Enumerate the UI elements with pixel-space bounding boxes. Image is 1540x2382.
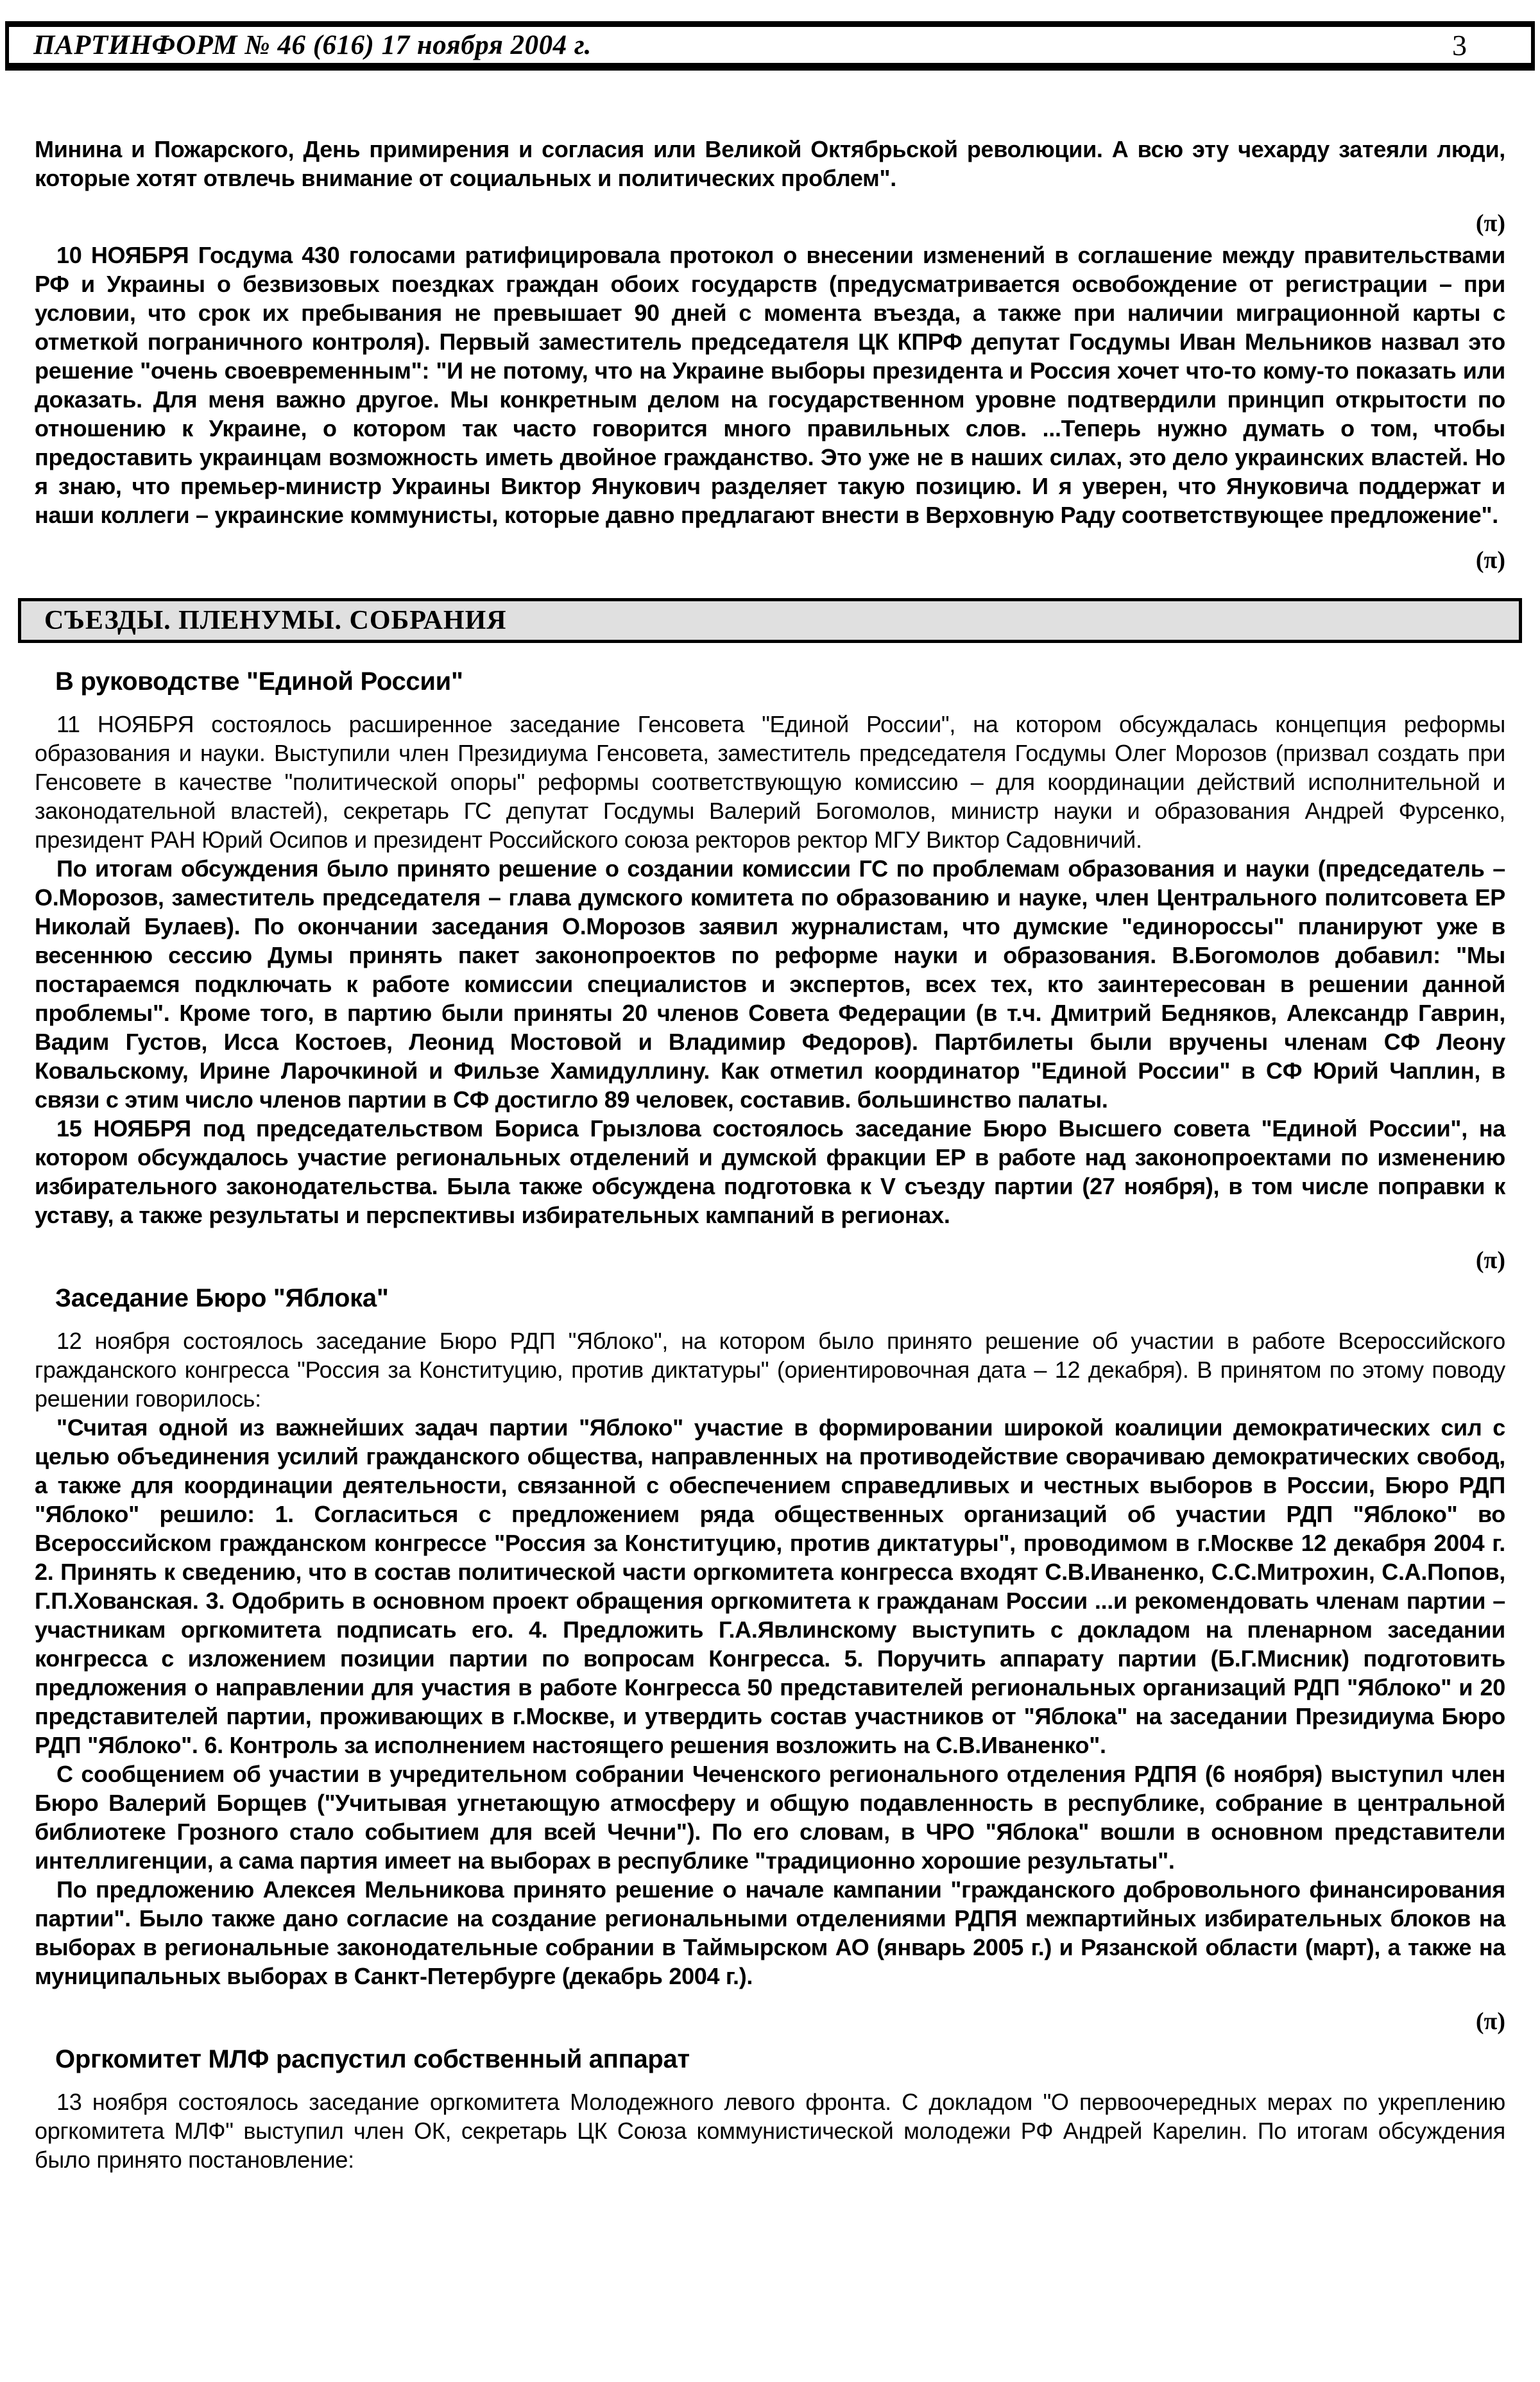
section-header-title: СЪЕЗДЫ. ПЛЕНУМЫ. СОБРАНИЯ [44, 606, 507, 635]
article-paragraph: 13 ноября состоялось заседание оргкомитета Молодежного левого фронта. С докладом "О первоочередных мерах по укреплению оргкомитета МЛФ" выступил член ОК, секретарь ЦК Союза коммунистической молодежи РФ Андрей Карелин. По итогам обсуждения было принято постановление: [35, 2089, 1505, 2173]
page-number: 3 [1452, 28, 1467, 62]
article-paragraph: 11 НОЯБРЯ состоялось расширенное заседание Генсовета "Единой России", на котором обсуждалась концепция реформы образования и науки. Выступили член Президиума Генсовета, заместитель председателя Госдумы Олег Морозов (призвал создать при Генсовете в качестве "политической опоры" реформы соответствующую комиссию – для координации действий исполнительной и законодательной властей), секретарь ГС депутат Госдумы Валерий Богомолов, министр науки и образования Андрей Фурсенко, президент РАН Юрий Осипов и президент Российского союза ректоров ректор МГУ Виктор Садовничий. [35, 711, 1505, 853]
pi-item-separator: (π) [1475, 1247, 1505, 1274]
pi-item-separator: (π) [1475, 547, 1505, 574]
article-paragraph-bold: 15 НОЯБРЯ под председательством Бориса Грызлова состоялось заседание Бюро Высшего совета "Единой России", на котором обсуждалось участие региональных отделений и думской фракции ЕР в работе над законопроектами по изменению избирательного законодательства. Была также обсуждена подготовка к V съезду партии (27 ноября), в том числе поправки к уставу, а также результаты и перспективы избирательных кампаний в регионах. [35, 1115, 1505, 1228]
page-body [35, 135, 1505, 2174]
continued-quote-paragraph: Минина и Пожарского, День примирения и согласия или Великой Октябрьской революции. А всю эту чехарду затеяли люди, которые хотят отвлечь внимание от социальных и политических проблем". [35, 136, 1505, 191]
section-header-box [18, 598, 1522, 643]
article-heading-yabloko-bureau: Заседание Бюро "Яблока" [55, 1284, 389, 1312]
masthead [5, 21, 1535, 71]
article-heading-mlf: Оргкомитет МЛФ распустил собственный аппарат [55, 2045, 690, 2073]
masthead-title: ПАРТИНФОРМ № 46 (616) 17 ноября 2004 г. [33, 30, 592, 60]
article-paragraph-bold: "Считая одной из важнейших задач партии "Яблоко" участие в формировании широкой коалиции демократических сил с целью объединения усилий гражданского общества, направленных на противодействие сворачиваю демократических свобод, а также для координации деятельности, связанной с обеспечением справедливых и честных выборов в России, Бюро РДП "Яблоко" решило: 1. Согласиться с предложением ряда общественных организаций об участии РДП "Яблоко" во Всероссийском гражданском конгрессе "Россия за Конституцию, против диктатуры", проводимом в г.Москве 12 декабря 2004 г. 2. Принять к сведению, что в состав политической части оргкомитета конгресса входят С.В.Иваненко, С.С.Митрохин, С.А.Попов, Г.П.Хованская. 3. Одобрить в основном проект обращения оргкомитета к гражданам России ...и рекомендовать членам партии – участникам оргкомитета подписать его. 4. Предложить Г.А.Явлинскому выступить с докладом на пленарном заседании конгресса с изложением позиции партии по вопросам Конгресса. 5. Поручить аппарату партии (Б.Г.Мисник) подготовить предложения о направлении для участия в работе Конгресса 50 представителей региональных организаций РДП "Яблоко" и 20 представителей партии, проживающих в г.Москве, и утвердить состав участников от "Яблока" на заседании Президиума Бюро РДП "Яблоко". 6. Контроль за исполнением настоящего решения возложить на С.В.Иваненко". [35, 1414, 1505, 1758]
article-paragraph: 12 ноября состоялось заседание Бюро РДП "Яблоко", на котором было принято решение об участии в работе Всероссийского гражданского конгресса "Россия за Конституцию, против диктатуры" (ориентировочная дата – 12 декабря). В принятом по этому поводу решении говорилось: [35, 1328, 1505, 1412]
pi-item-separator: (π) [1475, 210, 1505, 237]
article-paragraph-bold: По итогам обсуждения было принято решение о создании комиссии ГС по проблемам образования и науки (председатель – О.Морозов, заместитель председателя – глава думского комитета по образованию и науке, член Центрального политсовета ЕР Николай Булаев). По окончании заседания О.Морозов заявил журналистам, что думские "единороссы" планируют уже в весеннюю сессию Думы принять пакет законопроектов по реформе науки и образования. В.Богомолов добавил: "Мы постараемся подключать к работе комиссии специалистов и экспертов, всех тех, кто заинтересован в решении данной проблемы". Кроме того, в партию были приняты 20 членов Совета Федерации (в т.ч. Дмитрий Бедняков, Александр Гаврин, Вадим Густов, Исса Костоев, Леонид Мостовой и Владимир Федоров). Партбилеты были вручены членам СФ Леону Ковальскому, Ирине Ларочкиной и Фильзе Хамидуллину. Как отметил координатор "Единой России" в СФ Юрий Чаплин, в связи с этим число членов партии в СФ достигло 89 человек, составив. большинство палаты. [35, 855, 1505, 1113]
article-paragraph-bold: По предложению Алексея Мельникова принято решение о начале кампании "гражданского добровольного финансирования партии". Было также дано согласие на создание региональными отделениями РДПЯ межпартийных избирательных блоков на выборах в региональные законодательные собрании в Таймырском АО (январь 2005 г.) и Рязанской области (март), а также на муниципальных выборах в Санкт-Петербурге (декабрь 2004 г.). [35, 1876, 1505, 1989]
article-paragraph-bold: С сообщением об участии в учредительном собрании Чеченского регионального отделения РДПЯ (6 ноября) выступил член Бюро Валерий Борщев ("Учитывая угнетающую атмосферу и общую подавленность в республике, собрание в центральной библиотеке Грозного стало событием для всей Чечни"). По его словам, в ЧРО "Яблока" вошли в основном представители интеллигенции, а сама партия имеет на выборах в республике "традиционно хорошие результаты". [35, 1761, 1505, 1874]
news-paragraph-10-november: 10 НОЯБРЯ Госдума 430 голосами ратифицировала протокол о внесении изменений в соглашение между правительствами РФ и Украины о безвизовых поездках граждан обоих государств (предусматривается освобождение от регистрации – при условии, что срок их пребывания не превышает 90 дней с момента въезда, а также при наличии миграционной карты с отметкой пограничного контроля). Первый заместитель председателя ЦК КПРФ депутат Госдумы Иван Мельников назвал это решение "очень своевременным": "И не потому, что на Украине выборы президента и Россия хочет что-то кому-то показать или доказать. Для меня важно другое. Мы конкретным делом на государственном уровне подтвердили принцип открытости по отношению к Украине, о котором так часто говорится много правильных слов. ...Теперь нужно думать о том, чтобы предоставить украинцам возможность иметь двойное гражданство. Это уже не в наших силах, это дело украинских властей. Но я знаю, что премьер-министр Украины Виктор Янукович разделяет такую позицию. И я уверен, что Януковича поддержат и наши коллеги – украинские коммунисты, которые давно предлагают внести в Верховную Раду соответствующее предложение". [35, 242, 1505, 528]
article-heading-united-russia: В руководстве "Единой России" [55, 667, 463, 696]
pi-item-separator: (π) [1475, 2008, 1505, 2035]
